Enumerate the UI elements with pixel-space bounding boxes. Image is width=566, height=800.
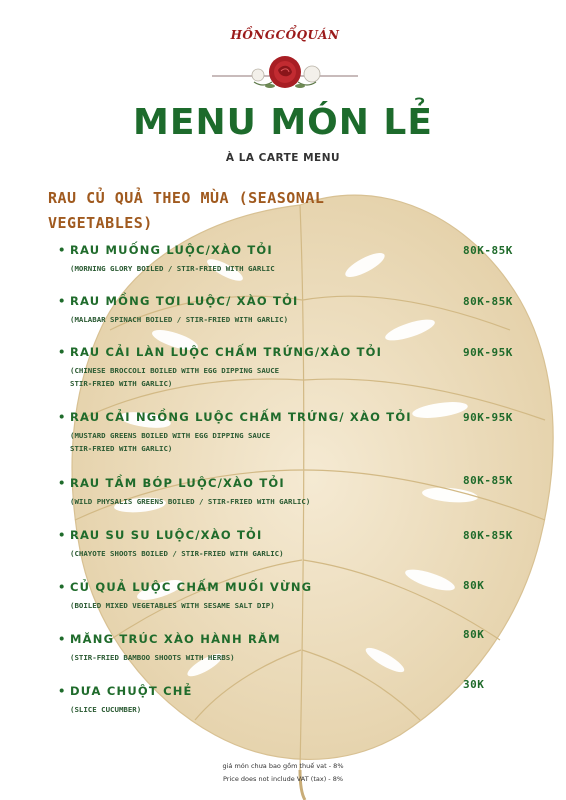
menu-item <box>58 410 518 455</box>
item-description: (CHAYOTE SHOOTS BOILED / STIR-FRIED WITH GARLIC) <box>70 549 284 558</box>
item-name: CỦ QUẢ LUỘC CHẤM MUỐI VỪNG <box>70 580 313 594</box>
item-price: 80K-85K <box>463 474 513 487</box>
section-title: RAU CỦ QUẢ THEO MÙA (SEASONAL VEGETABLES) <box>48 189 325 232</box>
item-name: MĂNG TRÚC XÀO HÀNH RĂM <box>70 632 281 646</box>
bullet-icon: • <box>58 476 67 490</box>
item-name: DƯA CHUỘT CHẺ <box>70 684 193 698</box>
bullet-icon: • <box>58 528 67 542</box>
item-name: RAU SU SU LUỘC/XÀO TỎI <box>70 528 263 542</box>
bullet-icon: • <box>58 294 67 308</box>
item-name: RAU MUỐNG LUỘC/XÀO TỎI <box>70 243 273 257</box>
item-name: RAU MỒNG TƠI LUỘC/ XÀO TỎI <box>70 294 299 308</box>
bullet-icon: • <box>58 632 67 646</box>
logo-text: HỒNGCỔQUÁN <box>230 28 340 42</box>
bullet-icon: • <box>58 345 67 359</box>
menu-item <box>58 684 518 716</box>
item-description: (MORNING GLORY BOILED / STIR-FRIED WITH GARLIC <box>70 264 275 273</box>
item-description: (STIR-FRIED BAMBOO SHOOTS WITH HERBS) <box>70 653 235 662</box>
item-description: (SLICE CUCUMBER) <box>70 705 142 714</box>
bullet-icon: • <box>58 580 67 594</box>
menu-item <box>58 345 518 390</box>
item-description: (MALABAR SPINACH BOILED / STIR-FRIED WITH GARLIC) <box>70 315 289 324</box>
item-price: 30K <box>463 678 485 691</box>
item-description: (WILD PHYSALIS GREENS BOILED / STIR-FRIED WITH GARLIC) <box>70 497 311 506</box>
item-description: (CHINESE BROCCOLI BOILED WITH EGG DIPPING SAUCE STIR-FRIED WITH GARLIC) <box>70 366 280 388</box>
item-description: (MUSTARD GREENS BOILED WITH EGG DIPPING SAUCE STIR-FRIED WITH GARLIC) <box>70 431 271 453</box>
item-price: 80K-85K <box>463 295 513 308</box>
item-price: 90K-95K <box>463 346 513 359</box>
vat-note-en: Price does not include VAT (tax) - 8% <box>222 775 344 783</box>
bullet-icon: • <box>58 410 67 424</box>
item-name: RAU CẢI NGỒNG LUỘC CHẤM TRỨNG/ XÀO TỎI <box>70 410 412 424</box>
menu-item <box>58 632 518 664</box>
item-name: RAU TẦM BÓP LUỘC/XÀO TỎI <box>70 476 285 490</box>
page-subtitle: À LA CARTE MENU <box>225 152 341 164</box>
item-price: 80K <box>463 628 485 641</box>
item-price: 80K-85K <box>463 244 513 257</box>
menu-item <box>58 294 518 326</box>
bullet-icon: • <box>58 243 67 257</box>
menu-item <box>58 528 518 560</box>
item-price: 80K-85K <box>463 529 513 542</box>
item-name: RAU CẢI LÀN LUỘC CHẤM TRỨNG/XÀO TỎI <box>70 345 383 359</box>
page-title: MENU MÓN LẺ <box>133 102 433 143</box>
vat-note-vn: giá món chưa bao gồm thuế vat - 8% <box>222 762 344 770</box>
bullet-icon: • <box>58 684 67 698</box>
item-price: 80K <box>463 579 485 592</box>
item-description: (BOILED MIXED VEGETABLES WITH SESAME SALT DIP) <box>70 601 275 610</box>
menu-item <box>58 476 518 508</box>
item-price: 90K-95K <box>463 411 513 424</box>
menu-item <box>58 580 518 612</box>
menu-item <box>58 243 518 275</box>
